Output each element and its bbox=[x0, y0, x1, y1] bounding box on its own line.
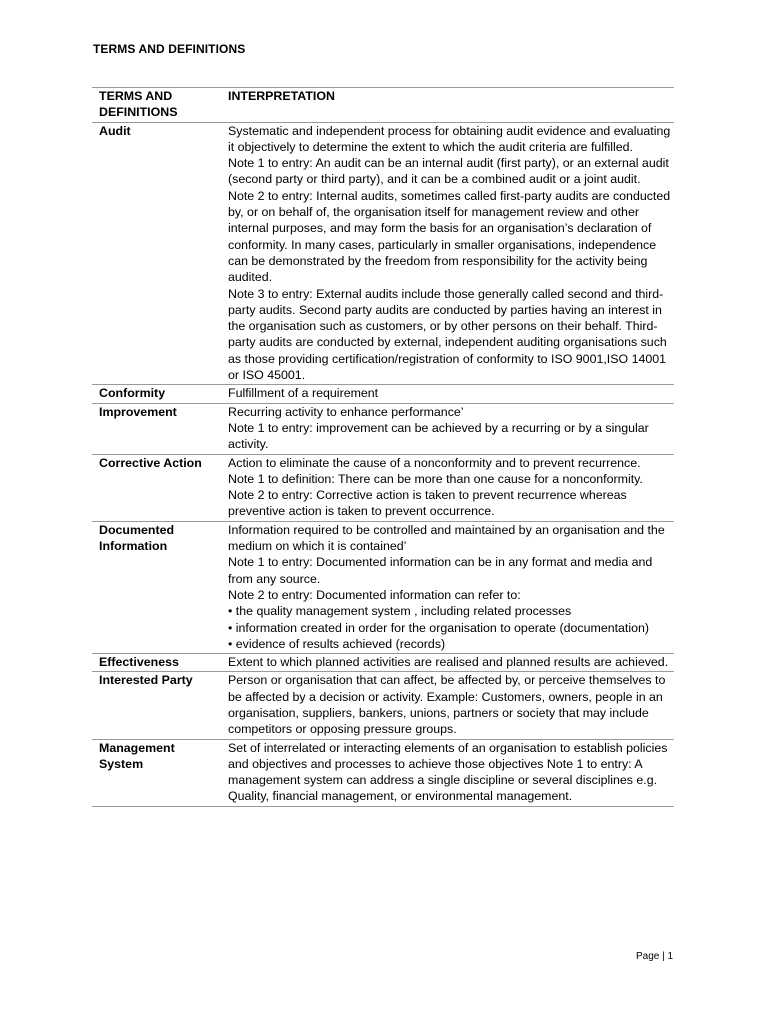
term-cell: Documented Information bbox=[92, 521, 221, 653]
table-row bbox=[92, 385, 674, 403]
table-row bbox=[92, 672, 674, 739]
terms-table bbox=[92, 87, 674, 807]
term-cell: Improvement bbox=[92, 403, 221, 454]
interpretation-line: • evidence of results achieved (records) bbox=[228, 636, 446, 651]
interpretation-line: Note 1 to entry: improvement can be achieved by a recurring or by a singular activity. bbox=[228, 420, 649, 452]
interpretation-line: Set of interrelated or interacting elements of an organisation to establish policies and objectives and processes to achieve those objectives Note 1 to entry: A management system can address a single discipline or several disciplines e.g. Quality, financial management, or environmental management. bbox=[228, 740, 668, 804]
term-cell: Management System bbox=[92, 739, 221, 806]
interpretation-line: Note 1 to definition: There can be more than one cause for a nonconformity. bbox=[228, 471, 643, 486]
column-header-interpretation: INTERPRETATION bbox=[221, 88, 674, 123]
interpretation-line: Note 3 to entry: External audits include those generally called second and third-party audits. Second party audits are conducted by parties having an interest in the organisation such as customers, or by other persons on their behalf. Third-party audits are conducted by external, independent auditing organisations such as those providing certification/registration of conformity to ISO 9001,ISO 14001 or ISO 45001. bbox=[228, 286, 667, 383]
table-row bbox=[92, 403, 674, 454]
interpretation-line: Note 2 to entry: Corrective action is taken to prevent recurrence whereas preventive action is taken to prevent occurrence. bbox=[228, 488, 627, 519]
interpretation-line: Note 2 to entry: Documented information can refer to: bbox=[228, 587, 521, 602]
interpretation-cell bbox=[221, 122, 674, 385]
table-row bbox=[92, 654, 674, 672]
table-row bbox=[92, 521, 674, 653]
term-cell: Conformity bbox=[92, 385, 221, 403]
interpretation-cell bbox=[221, 739, 674, 806]
interpretation-cell bbox=[221, 454, 674, 521]
term-cell: Effectiveness bbox=[92, 654, 221, 672]
interpretation-line: Action to eliminate the cause of a nonconformity and to prevent recurrence. bbox=[228, 455, 641, 470]
term-cell: Audit bbox=[92, 122, 221, 385]
interpretation-line: Extent to which planned activities are realised and planned results are achieved. bbox=[228, 655, 669, 670]
column-header-terms: TERMS AND DEFINITIONS bbox=[92, 88, 221, 123]
interpretation-line: Information required to be controlled and maintained by an organisation and the medium on which it is contained’ bbox=[228, 522, 665, 554]
interpretation-cell bbox=[221, 521, 674, 653]
interpretation-line: • the quality management system , including related processes bbox=[228, 604, 572, 619]
interpretation-cell bbox=[221, 654, 674, 672]
table-row bbox=[92, 454, 674, 521]
interpretation-line: Systematic and independent process for obtaining audit evidence and evaluating it objectively to determine the extent to which the audit criteria are fulfilled. bbox=[228, 123, 671, 154]
interpretation-cell bbox=[221, 403, 674, 454]
table-row bbox=[92, 122, 674, 385]
interpretation-line: Person or organisation that can affect, be affected by, or perceive themselves to be affected by a decision or activity. Example: Customers, owners, people in an organisation, suppliers, bankers, unions, partners or society that may include competitors or opposing pressure groups. bbox=[228, 673, 666, 737]
page-number: Page | 1 bbox=[636, 951, 674, 962]
table-row bbox=[92, 739, 674, 806]
interpretation-line: Note 2 to entry: Internal audits, sometimes called first-party audits are conducted by, or on behalf of, the organisation itself for management review and other internal purposes, and may form the basis for an organisation’s declaration of conformity. In many cases, particularly in smaller organisations, independence can be demonstrated by the freedom from responsibility for the activity being audited. bbox=[228, 188, 671, 285]
interpretation-line: • information created in order for the organisation to operate (documentation) bbox=[228, 620, 650, 635]
interpretation-cell bbox=[221, 385, 674, 403]
interpretation-line: Recurring activity to enhance performance’ bbox=[228, 404, 464, 419]
term-cell: Corrective Action bbox=[92, 454, 221, 521]
interpretation-line: Fulfillment of a requirement bbox=[228, 386, 379, 401]
interpretation-line: Note 1 to entry: Documented information can be in any format and media and from any source. bbox=[228, 555, 653, 586]
page-title: TERMS AND DEFINITIONS bbox=[93, 42, 246, 56]
interpretation-line: Note 1 to entry: An audit can be an internal audit (first party), or an external audit (second party or third party), and it can be a combined audit or a joint audit. bbox=[228, 156, 669, 187]
term-cell: Interested Party bbox=[92, 672, 221, 739]
interpretation-cell bbox=[221, 672, 674, 739]
table-header-row bbox=[92, 88, 674, 123]
